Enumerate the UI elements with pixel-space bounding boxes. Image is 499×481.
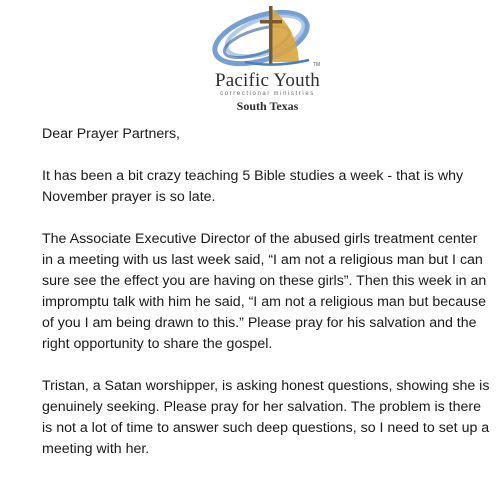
logo-title: Pacific Youth — [215, 70, 320, 91]
trademark-mark: TM — [313, 62, 321, 68]
paragraph-associate-director: The Associate Executive Director of the abused girls treatment center in a meeting with us last week said, “I am not a religious man but I can sure see the effect you are having on these girls”. Then this week in an impromptu talk with him he said, “I am not a religious man but because of you I am being drawn to this.” Please pray for his salvation and the right opportunity to share the gospel. — [42, 231, 487, 352]
paragraph-tristan: Tristan, a Satan worshipper, is asking honest questions, showing she is genuinely seeking. Please pray for her salvation. The problem is there is not a lot of time to answer such deep questions, so I need to set up a meeting with her. — [42, 378, 490, 457]
logo-tagline: correctional ministries — [220, 91, 315, 97]
paragraph-bible-studies: It has been a bit crazy teaching 5 Bible studies a week - that is why November prayer is so late. — [42, 168, 464, 205]
salutation: Dear Prayer Partners, — [42, 126, 180, 142]
organization-logo — [205, 2, 330, 114]
cross-and-sail-logo-icon — [205, 2, 330, 72]
logo-region: South Texas — [236, 99, 299, 113]
letter-body — [42, 124, 492, 481]
